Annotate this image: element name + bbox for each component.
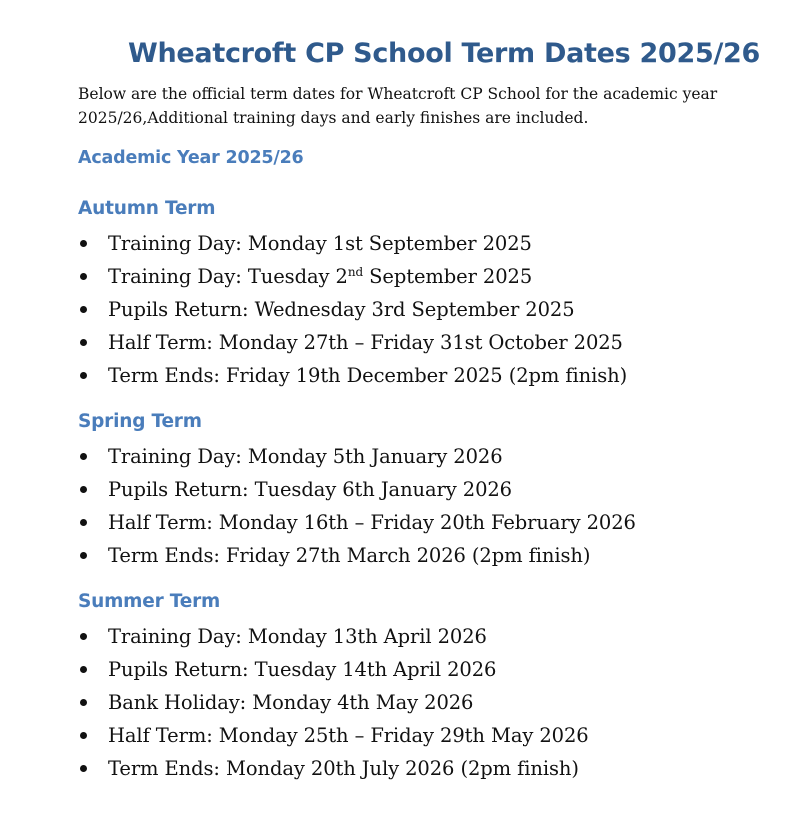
list-item-text: Training Day: Monday 5th January 2026 [108, 445, 503, 468]
bullet-icon [80, 306, 87, 313]
bullet-icon [80, 765, 87, 772]
bullet-icon [80, 339, 87, 346]
bullet-icon [80, 519, 87, 526]
list-item-text: Half Term: Monday 27th – Friday 31st October 2025 [108, 331, 623, 354]
bullet-icon [80, 552, 87, 559]
academic-year-heading: Academic Year 2025/26 [78, 148, 304, 168]
page-title: Wheatcroft CP School Term Dates 2025/26 [128, 38, 760, 69]
list-item-text: Term Ends: Friday 19th December 2025 (2pm finish) [108, 364, 628, 387]
bullet-icon [80, 273, 87, 280]
summer-term-heading: Summer Term [78, 591, 221, 612]
list-item-text-start: Training Day: Tuesday 2 [108, 265, 348, 288]
bullet-icon [80, 486, 87, 493]
list-item-text: Half Term: Monday 25th – Friday 29th May 2026 [108, 724, 589, 747]
autumn-term-heading: Autumn Term [78, 198, 216, 219]
list-item-text: Bank Holiday: Monday 4th May 2026 [108, 691, 474, 714]
bullet-icon [80, 240, 87, 247]
spring-term-heading: Spring Term [78, 411, 202, 432]
list-item-text [108, 260, 532, 293]
intro-paragraph: Below are the official term dates for Wheatcroft CP School for the academic year 2025/26,Additional training days and early finishes are included. [78, 85, 718, 127]
bullet-icon [80, 699, 87, 706]
bullet-icon [80, 453, 87, 460]
list-item-text: Half Term: Monday 16th – Friday 20th February 2026 [108, 511, 636, 534]
list-item-text: Training Day: Monday 13th April 2026 [108, 625, 487, 648]
ordinal-superscript: nd [347, 265, 364, 279]
bullet-icon [80, 633, 87, 640]
bullet-icon [80, 372, 87, 379]
list-item-text-end: September 2025 [363, 265, 533, 288]
list-item-text: Training Day: Monday 1st September 2025 [108, 232, 532, 255]
list-item-text: Term Ends: Friday 27th March 2026 (2pm finish) [108, 544, 591, 567]
list-item-text: Pupils Return: Tuesday 6th January 2026 [108, 478, 512, 501]
bullet-icon [80, 666, 87, 673]
bullet-icon [80, 732, 87, 739]
list-item-text: Pupils Return: Tuesday 14th April 2026 [108, 658, 497, 681]
list-item-text: Pupils Return: Wednesday 3rd September 2025 [108, 298, 575, 321]
list-item-text: Term Ends: Monday 20th July 2026 (2pm finish) [108, 757, 579, 780]
